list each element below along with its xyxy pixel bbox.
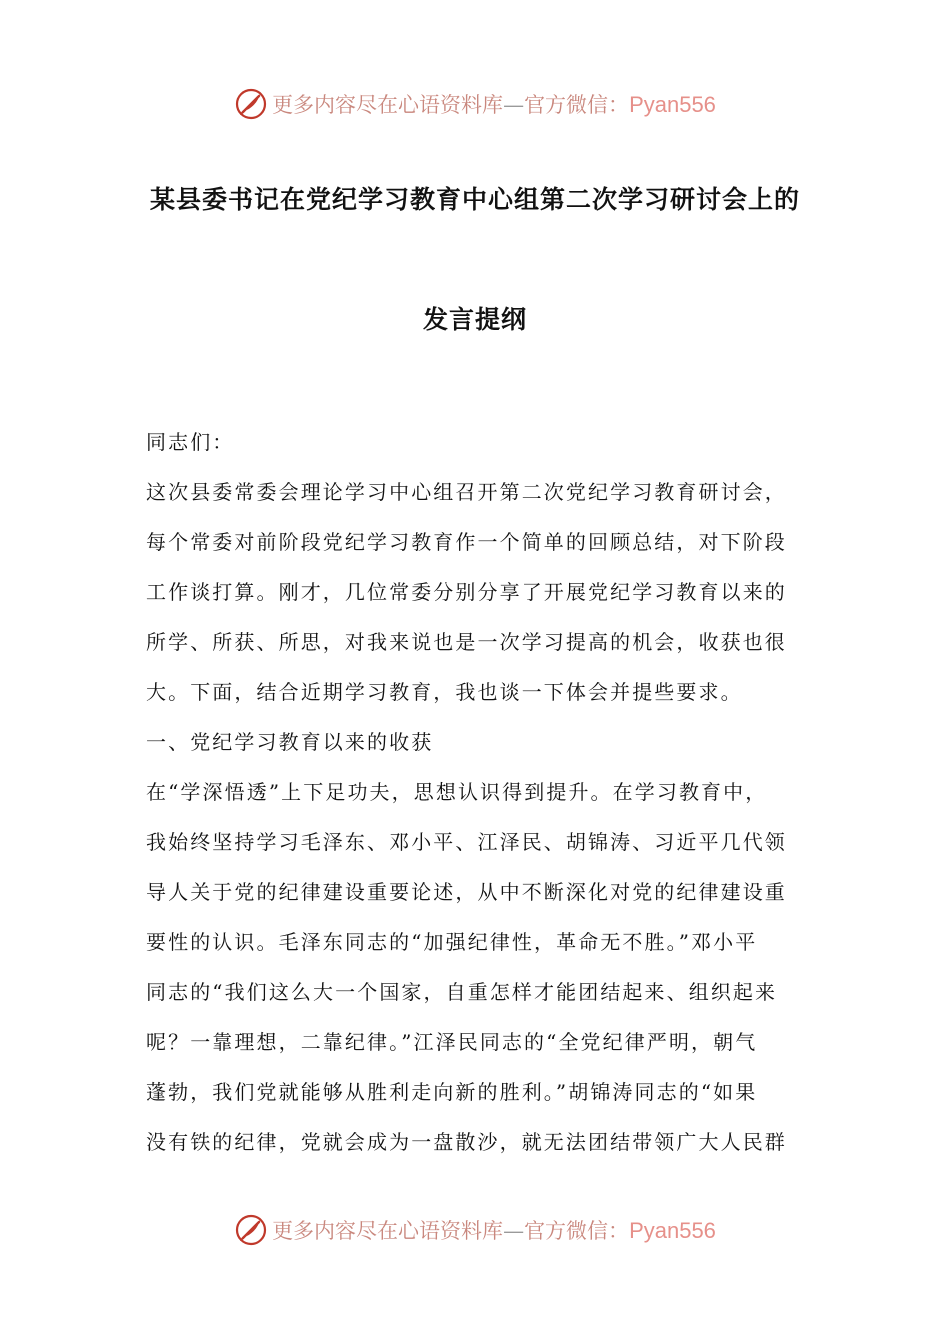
banner-text	[272, 1215, 716, 1245]
body-line: 在“学深悟透”上下足功夫，思想认识得到提升。在学习教育中，	[146, 780, 768, 804]
body-line: 每个常委对前阶段党纪学习教育作一个简单的回顾总结，对下阶段	[146, 530, 787, 554]
body-line: 没有铁的纪律，党就会成为一盘散沙，就无法团结带领广大人民群	[146, 1130, 787, 1154]
banner-separator: —	[503, 1219, 525, 1243]
body-line: 要性的认识。毛泽东同志的“加强纪律性，革命无不胜。”邓小平	[146, 930, 758, 954]
banner-wechat-id: Pyan556	[629, 92, 716, 117]
banner-wechat-id: Pyan556	[629, 1218, 716, 1243]
body-line: 工作谈打算。刚才，几位常委分别分享了开展党纪学习教育以来的	[146, 580, 787, 604]
body-line: 同志们：	[146, 430, 235, 454]
banner-tail: 官方微信：	[524, 1219, 630, 1243]
body-line: 这次县委常委会理论学习中心组召开第二次党纪学习教育研讨会，	[146, 480, 787, 504]
body-line: 同志的“我们这么大一个国家，自重怎样才能团结起来、组织起来	[146, 980, 778, 1004]
document-body	[146, 417, 804, 1167]
body-line: 导人关于党的纪律建设重要论述，从中不断深化对党的纪律建设重	[146, 880, 787, 904]
banner-text	[272, 89, 716, 119]
body-line: 我始终坚持学习毛泽东、邓小平、江泽民、胡锦涛、习近平几代领	[146, 830, 787, 854]
body-line: 蓬勃，我们党就能够从胜利走向新的胜利。”胡锦涛同志的“如果	[146, 1080, 758, 1104]
body-line: 大。下面，结合近期学习教育，我也谈一下体会并提些要求。	[146, 680, 743, 704]
body-line: 呢？一靠理想，二靠纪律。”江泽民同志的“全党纪律严明，朝气	[146, 1030, 758, 1054]
footer-banner	[0, 1210, 950, 1250]
document-title-line-1: 某县委书记在党纪学习教育中心组第二次学习研讨会上的	[149, 185, 800, 214]
quill-logo-icon	[234, 1213, 268, 1247]
body-line: 所学、所获、所思，对我来说也是一次学习提高的机会，收获也很	[146, 630, 787, 654]
banner-separator: —	[503, 93, 525, 117]
document-title-line-2: 发言提纲	[422, 305, 527, 334]
banner-lead: 更多内容尽在心语资料库	[272, 1219, 504, 1243]
banner-lead: 更多内容尽在心语资料库	[272, 93, 504, 117]
section-heading: 一、党纪学习教育以来的收获	[146, 730, 434, 754]
quill-logo-icon	[234, 87, 268, 121]
banner-tail: 官方微信：	[524, 93, 630, 117]
header-banner	[0, 84, 950, 124]
